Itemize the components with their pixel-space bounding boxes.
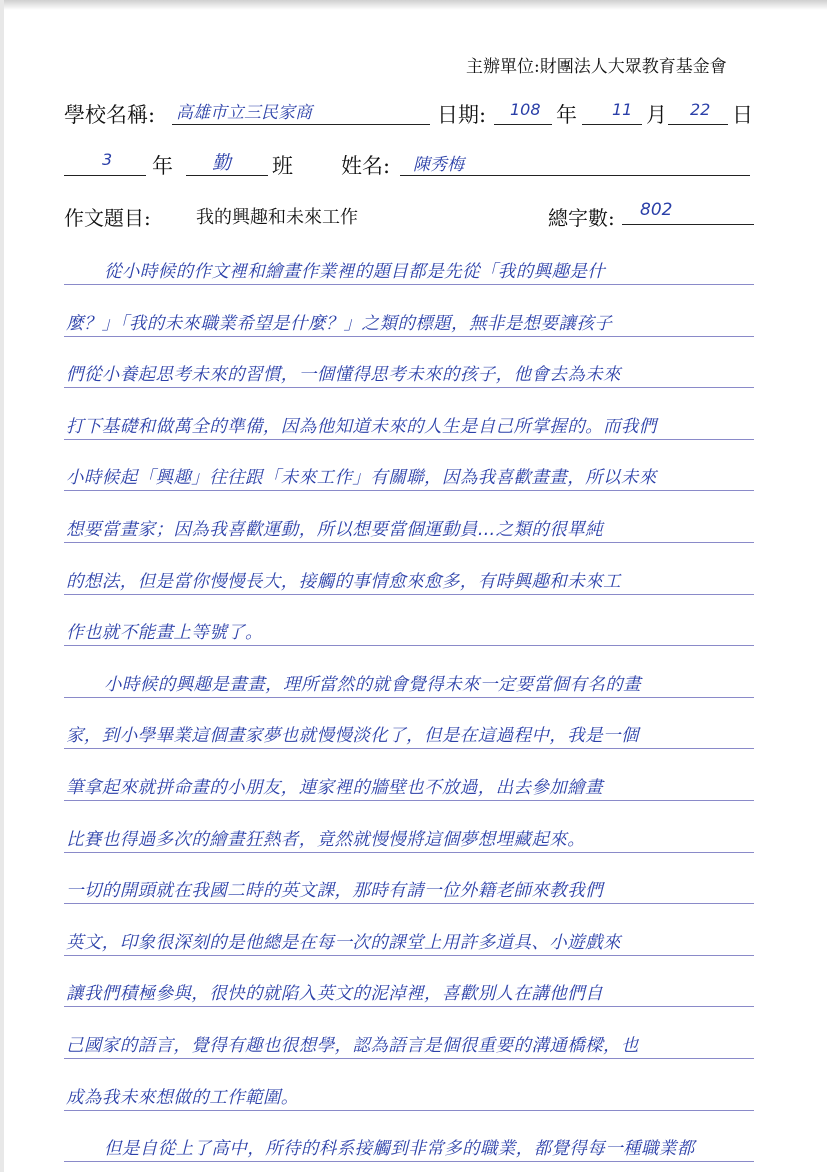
essay-line-text: 的想法，但是當你慢慢長大，接觸的事情愈來愈多，有時興趣和未來工 [66,571,621,592]
essay-ruled-line [64,336,754,337]
wordcount-underline [622,224,754,225]
topic-value: 我的興趣和未來工作 [196,207,358,228]
essay-line-text: 成為我未來想做的工作範圍。 [66,1087,299,1108]
essay-line-text: 一切的開頭就在我國二時的英文課，那時有請一位外籍老師來教我們 [66,881,603,902]
essay-line-text: 想要當畫家；因為我喜歡運動，所以想要當個運動員…之類的很單純 [66,520,603,540]
essay-line-text: 家，到小學畢業這個畫家夢也就慢慢淡化了，但是在這過程中，我是一個 [66,726,639,747]
organizer-label: 主辦單位:財團法人大眾教育基金會 [466,57,727,77]
year-label: 年 [556,103,577,127]
date-label: 日期: [437,103,487,127]
essay-ruled-line [64,1006,754,1007]
date-year-value: 108 [510,100,541,119]
essay-ruled-line [64,594,754,595]
class-underline [186,175,268,176]
school-label: 學校名稱: [64,103,156,127]
month-label: 月 [646,103,667,127]
school-value: 高雄市立三民家商 [176,103,312,123]
name-label: 姓名: [341,154,391,178]
essay-line-text: 讓我們積極參與，很快的就陷入英文的泥淖裡，喜歡別人在講他們自 [66,984,603,1005]
scan-edge-top [0,0,827,10]
name-value: 陳秀梅 [413,155,464,175]
essay-line-text: 英文，印象很深刻的是他總是在每一次的課堂上用許多道具、小遊戲來 [66,932,621,953]
wordcount-label: 總字數: [548,206,615,230]
essay-line-text: 己國家的語言，覺得有趣也很想學，認為語言是個很重要的溝通橋樑，也 [66,1036,639,1056]
wordcount-value: 802 [640,200,673,220]
school-underline [172,124,430,125]
class-label: 班 [272,154,293,178]
essay-line-text: 們從小養起思考未來的習慣，一個懂得思考未來的孩子，他會去為未來 [66,365,621,386]
essay-line-text: 比賽也得過多次的繪畫狂熱者，竟然就慢慢將這個夢想埋藏起來。 [66,829,586,850]
essay-line-text: 小時候起「興趣」往往跟「未來工作」有關聯，因為我喜歡畫畫，所以未來 [66,468,657,489]
essay-ruled-line [64,542,754,543]
day-label: 日 [732,103,753,127]
scan-edge-left [0,0,4,1172]
essay-line-text: 小時候的興趣是畫畫，理所當然的就會覺得未來一定要當個有名的畫 [104,674,641,695]
essay-line-text: 作也就不能畫上等號了。 [66,623,263,644]
essay-ruled-line [64,748,754,749]
essay-ruled-line [64,490,754,491]
grade-label: 年 [152,154,173,178]
topic-label: 作文題目: [64,206,151,230]
date-year-underline [494,124,552,125]
essay-ruled-line [64,1058,754,1059]
essay-line-text: 打下基礎和做萬全的準備，因為他知道未來的人生是自己所掌握的。而我們 [66,416,657,437]
essay-line-text: 筆拿起來就拼命畫的小朋友，連家裡的牆壁也不放過，出去參加繪畫 [66,778,603,798]
essay-line-text: 從小時候的作文裡和繪畫作業裡的題目都是先從「我的興趣是什 [104,262,606,282]
essay-ruled-line [64,284,754,285]
date-month-underline [582,124,642,125]
essay-ruled-line [64,1110,754,1111]
essay-line-text: 但是自從上了高中，所待的科系接觸到非常多的職業，都覺得每一種職業都 [104,1139,695,1160]
essay-ruled-line [64,852,754,853]
essay-ruled-line [64,903,754,904]
grade-underline [64,175,146,176]
name-underline [400,175,750,176]
essay-ruled-line [64,439,754,440]
grade-value: 3 [102,150,113,169]
essay-line-text: 麼？」「我的未來職業希望是什麼？」之類的標題，無非是想要讓孩子 [66,313,613,334]
essay-ruled-line [64,1161,754,1162]
date-day-underline [668,124,728,125]
date-month-value: 11 [612,100,633,119]
essay-ruled-line [64,387,754,388]
date-day-value: 22 [690,100,711,119]
essay-ruled-line [64,955,754,956]
essay-ruled-line [64,645,754,646]
class-value: 勤 [212,152,232,174]
essay-ruled-line [64,697,754,698]
essay-ruled-line [64,800,754,801]
